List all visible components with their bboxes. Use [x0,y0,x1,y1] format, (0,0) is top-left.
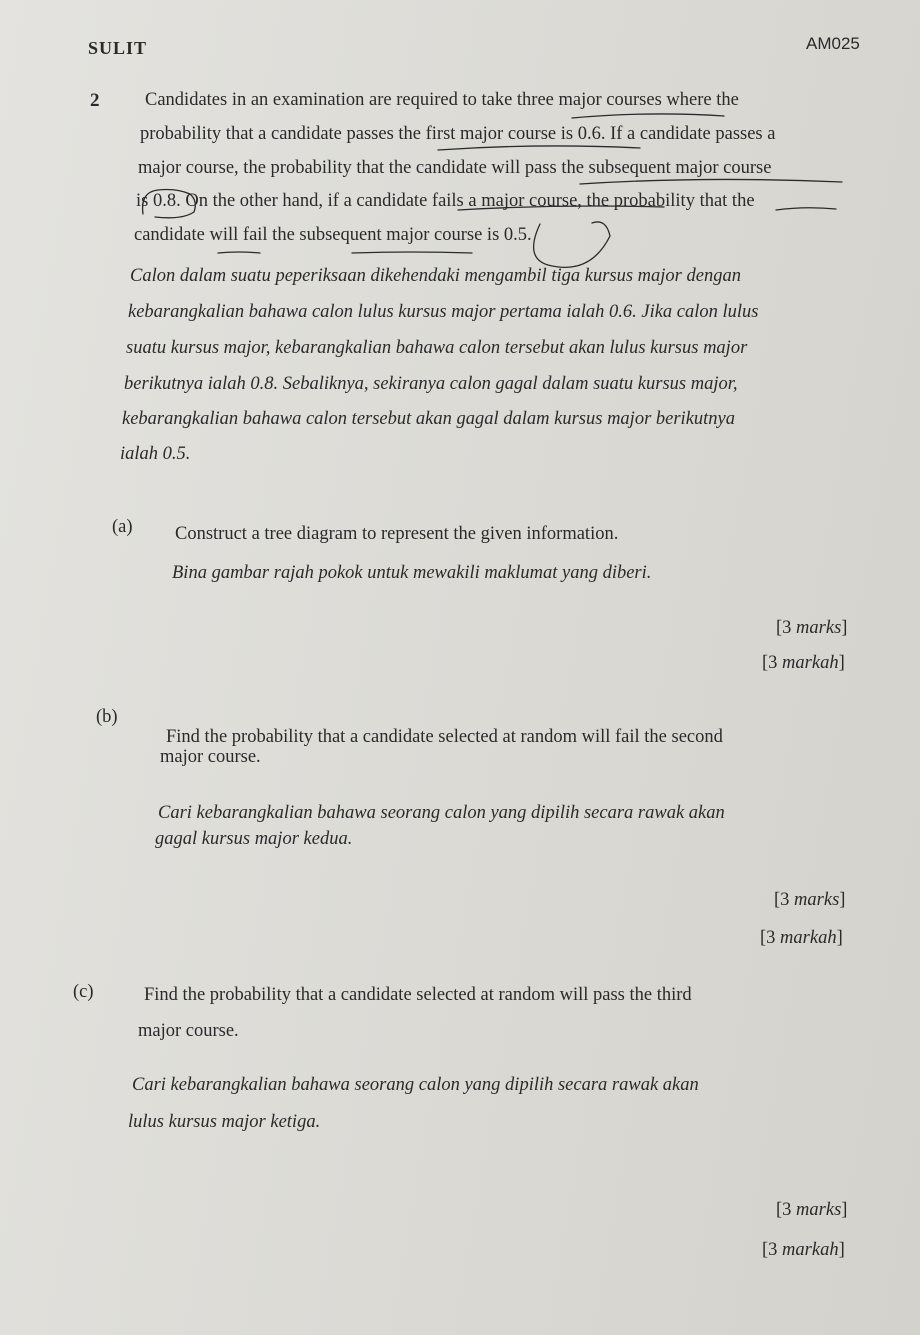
underline-stroke [438,146,640,150]
part-b-marks-en: [3 marks] [774,890,846,910]
question-number: 2 [90,90,100,111]
part-c-marks-en: [3 marks] [776,1200,848,1220]
question-en-line: is 0.8. On the other hand, if a candidate fails a major course, the probability that the [136,191,755,211]
header-course-code: AM025 [806,34,860,53]
part-a-ms-line: Bina gambar rajah pokok untuk mewakili maklumat yang diberi. [172,563,652,583]
part-b-en-line: Find the probability that a candidate selected at random will fail the second [166,727,723,747]
underline-stroke [352,252,472,253]
question-en-line: Candidates in an examination are required to take three major courses where the [145,90,739,110]
question-ms-line: ialah 0.5. [120,444,191,464]
question-ms-line: Calon dalam suatu peperiksaan dikehendaki mengambil tiga kursus major dengan [130,266,741,286]
part-b-marks-ms: [3 markah] [760,928,843,948]
question-ms-line: kebarangkalian bahawa calon tersebut akan gagal dalam kursus major berikutnya [122,409,736,429]
part-b-label: (b) [96,707,118,727]
question-en-line: major course, the probability that the candidate will pass the subsequent major course [138,158,772,178]
underline-stroke [572,114,724,118]
question-ms-line: kebarangkalian bahawa calon lulus kursus major pertama ialah 0.6. Jika calon lulus [128,302,759,322]
question-ms-line: berikutnya ialah 0.8. Sebaliknya, sekiranya calon gagal dalam suatu kursus major, [124,374,738,394]
underline-stroke [580,179,842,184]
circle-mark [534,222,610,267]
part-c-en-line: Find the probability that a candidate selected at random will pass the third [144,985,692,1005]
header-classification: SULIT [88,38,148,58]
part-c-ms-line: lulus kursus major ketiga. [128,1112,321,1132]
part-c-label: (c) [73,982,94,1002]
part-a-en-line: Construct a tree diagram to represent the given information. [175,524,619,544]
part-b-en-line: major course. [160,747,261,767]
part-b-ms-line: Cari kebarangkalian bahawa seorang calon yang dipilih secara rawak akan [158,803,725,823]
part-a-label: (a) [112,517,133,537]
underline-stroke [218,252,260,253]
part-c-en-line: major course. [138,1021,239,1041]
question-en-line: probability that a candidate passes the first major course is 0.6. If a candidate passes a [140,124,776,144]
part-b-ms-line: gagal kursus major kedua. [155,829,353,849]
part-c-marks-ms: [3 markah] [762,1240,845,1260]
part-a-marks-ms: [3 markah] [762,653,845,673]
question-en-line: candidate will fail the subsequent major course is 0.5. [134,225,532,245]
question-ms-line: suatu kursus major, kebarangkalian bahawa calon tersebut akan lulus kursus major [126,338,748,358]
part-a-marks-en: [3 marks] [776,618,848,638]
part-c-ms-line: Cari kebarangkalian bahawa seorang calon yang dipilih secara rawak akan [132,1075,699,1095]
underline-stroke [776,208,836,210]
